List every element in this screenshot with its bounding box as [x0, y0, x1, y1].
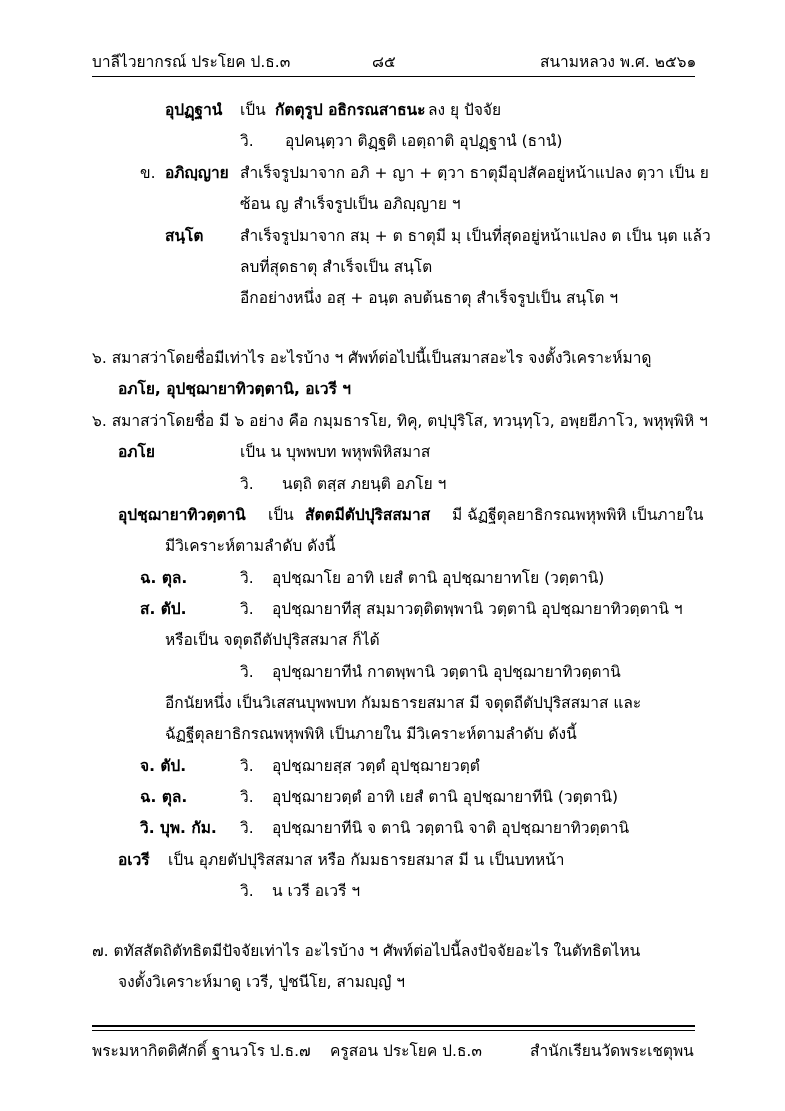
or-vi-text: อุปชฺฌายาทีนํ กาตพฺพานิ วตฺตานิ อุปชฺฌายาทิวตฺตานิ — [272, 663, 621, 681]
q6-line1: ๖. สมาสว่าโดยชื่อมีเท่าไร อะไรบ้าง ฯ ศัพท์ต่อไปนี้เป็นสมาสอะไร จงตั้งวิเคราะห์มาดู — [92, 349, 652, 367]
row-vi: วิ. — [240, 757, 254, 775]
b1-vi-text: อุปคนฺตฺวา ติฏฺฐติ เอตฺถาติ อุปฏฺฐานํ (ธานํ) — [285, 132, 563, 150]
page-number: ๘๕ — [372, 53, 396, 71]
term-upajjhaya: อุปชฺฌายาทิวตฺตานิ — [118, 506, 246, 524]
q6-line2: อภโย, อุปชฺฌายาทิวตฺตานิ, อเวรี ฯ — [118, 380, 351, 398]
upaj-pre: เป็น — [268, 506, 294, 524]
q7-line1: ๗. ตทัสสัตถิตัทธิตมีปัจจัยเท่าไร อะไรบ้าง ฯ ศัพท์ต่อไปนี้ลงปัจจัยอะไร ในตัทธิตไหน — [92, 942, 641, 960]
row-vi: วิ. — [240, 600, 254, 618]
term-averi: อเวรี — [118, 851, 150, 869]
a6-intro: ๖. สมาสว่าโดยชื่อ มี ๖ อย่าง คือ กมฺมธารโย, ทิคุ, ตปฺปุริโส, ทวนฺทฺโว, อพฺยยีภาโว, พหุพฺพิหิ ฯ — [92, 412, 708, 430]
abhayo-vi: วิ. — [240, 475, 254, 493]
footer-rule-thick — [92, 1025, 695, 1027]
row-text: อุปชฺฌายสฺส วตฺตํ อุปชฺฌายวตฺตํ — [272, 757, 480, 775]
row-text: อุปชฺฌาโย อาทิ เยสํ ตานิ อุปชฺฌายาทโย (วตฺตานิ) — [272, 569, 605, 587]
row-vi: วิ. — [240, 788, 254, 806]
alt-line1: อีกนัยหนึ่ง เป็นวิเสสนบุพพบท กัมมธารยสมาส มี จตุตถีตัปปุริสสมาส และ — [165, 694, 642, 712]
row-label: ฉ. ตุล. — [140, 788, 188, 806]
row-vi: วิ. — [240, 569, 254, 587]
footer-right: สำนักเรียนวัดพระเชตุพน — [530, 1042, 694, 1060]
averi-vi-text: น เวรี อเวรี ฯ — [272, 882, 361, 900]
b3-line1: สำเร็จรูปมาจาก สมฺ + ต ธาตุมี มฺ เป็นที่สุดอยู่หน้าแปลง ต เป็น นฺต แล้ว — [240, 227, 711, 245]
abhayo-def: เป็น น บุพพบท พหุพพิหิสมาส — [240, 443, 431, 461]
row-text: อุปชฺฌายาทีสุ สมฺมาวตฺติตพฺพานิ วตฺตานิ อุปชฺฌายาทิวตฺตานิ ฯ — [272, 600, 683, 618]
averi-vi: วิ. — [240, 882, 254, 900]
or-line: หรือเป็น จตุตถีตัปปุริสสมาส ก็ได้ — [165, 631, 380, 649]
upaj-rest: มี ฉัฏฐีตุลยาธิกรณพหุพพิหิ เป็นภายใน — [452, 506, 704, 524]
upaj-line2: มีวิเคราะห์ตามลำดับ ดังนี้ — [165, 537, 336, 555]
b3-line3: อีกอย่างหนึ่ง อสฺ + อนฺต ลบต้นธาตุ สำเร็จรูปเป็น สนฺโต ฯ — [240, 289, 619, 307]
q7-line2: จงตั้งวิเคราะห์มาดู เวรี, ปูชนีโย, สามญฺญํ ฯ — [118, 973, 405, 991]
b3-line2: ลบที่สุดธาตุ สำเร็จเป็น สนฺโต — [240, 258, 433, 276]
footer-left: พระมหากิตติศักดิ์ ฐานวโร ป.ธ.๗ — [92, 1042, 311, 1060]
b2-line2: ซ้อน ญ สำเร็จรูปเป็น อภิญฺญาย ฯ — [240, 195, 461, 213]
term-santo: สนฺโต — [165, 227, 204, 245]
b2-marker: ข. — [140, 164, 156, 182]
footer-center: ครูสอน ประโยค ป.ธ.๓ — [330, 1042, 482, 1060]
averi-def: เป็น อุภยตัปปุริสสมาส หรือ กัมมธารยสมาส มี น เป็นบทหน้า — [168, 851, 565, 869]
upaj-bold: สัตตมีตัปปุริสสมาส — [305, 506, 431, 524]
b1-tail: ลง ยุ ปัจจัย — [428, 101, 502, 119]
row-label: วิ. บุพ. กัม. — [140, 819, 217, 837]
b2-line1: สำเร็จรูปมาจาก อภิ + ญา + ตฺวา ธาตุมีอุปสัคอยู่หน้าแปลง ตฺวา เป็น ย — [240, 164, 709, 182]
header-rule — [92, 76, 695, 77]
row-label: ส. ตัป. — [140, 600, 187, 618]
b1-pre: เป็น — [240, 101, 266, 119]
alt-line2: ฉัฏฐีตุลยาธิกรณพหุพพิหิ เป็นภายใน มีวิเคราะห์ตามลำดับ ดังนี้ — [165, 725, 577, 743]
term-abhinnaya: อภิญฺญาย — [165, 164, 229, 182]
row-vi: วิ. — [240, 819, 254, 837]
row-text: อุปชฺฌายวตฺตํ อาทิ เยสํ ตานิ อุปชฺฌายาทีนิ (วตฺตานิ) — [272, 788, 619, 806]
header-right: สนามหลวง พ.ศ. ๒๕๖๑ — [540, 53, 697, 71]
b1-bold: กัตตุรูป อธิกรณสาธนะ — [275, 101, 426, 119]
term-abhayo: อภโย — [118, 443, 155, 461]
footer-rule-thin — [92, 1030, 695, 1031]
b1-vi: วิ. — [240, 132, 254, 150]
abhayo-vi-text: นตฺถิ ตสฺส ภยนฺติ อภโย ฯ — [282, 475, 447, 493]
row-label: จ. ตัป. — [140, 757, 187, 775]
term-upatthanam: อุปฏฺฐานํ — [165, 101, 223, 119]
row-label: ฉ. ตุล. — [140, 569, 188, 587]
header-left: บาลีไวยากรณ์ ประโยค ป.ธ.๓ — [92, 53, 291, 71]
row-text: อุปชฺฌายาทีนิ จ ตานิ วตฺตานิ จาติ อุปชฺฌายาทิวตฺตานิ — [272, 819, 630, 837]
or-vi: วิ. — [240, 663, 254, 681]
